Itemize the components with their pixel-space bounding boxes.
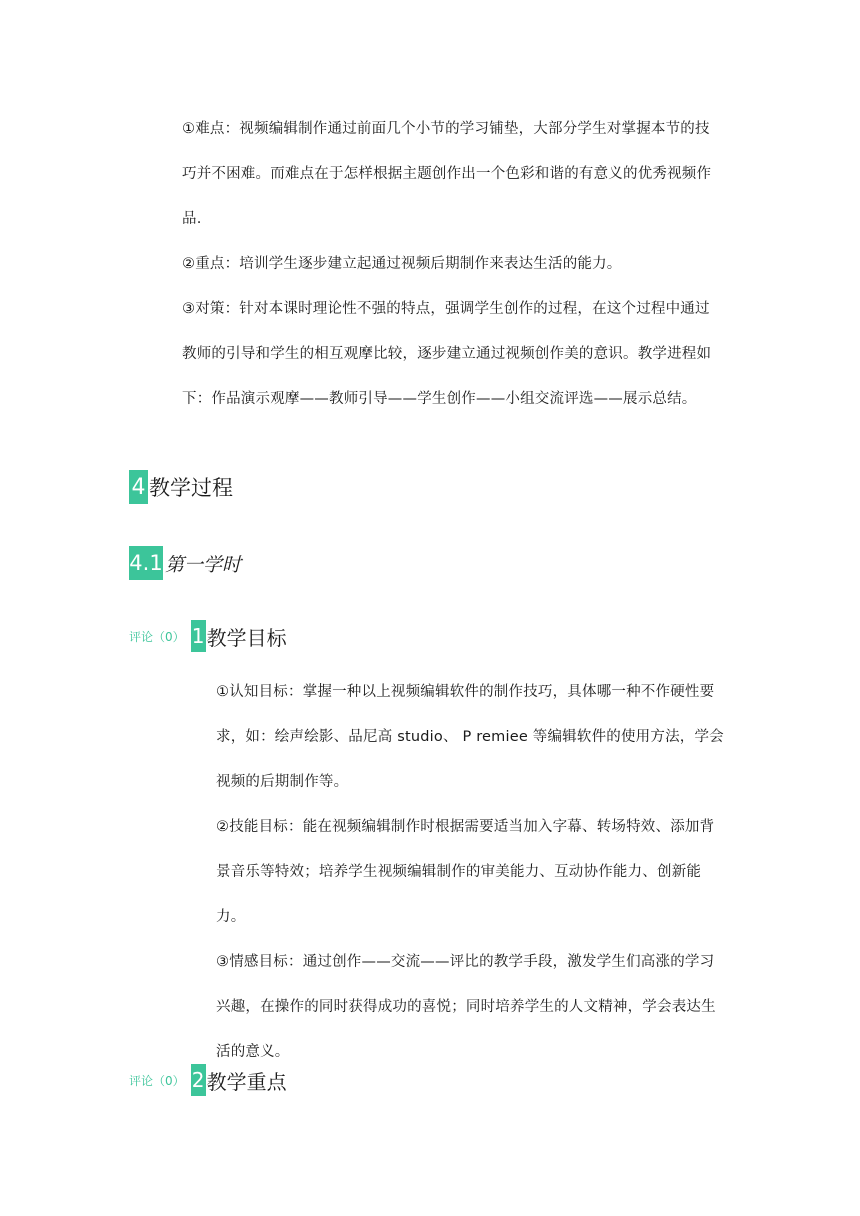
difficulty-paragraph: [182, 107, 730, 422]
section-title: 教学过程: [149, 476, 233, 500]
objectives-paragraph: [216, 670, 730, 1075]
text-line: ③对策：针对本课时理论性不强的特点，强调学生创作的过程，在这个过程中通过: [182, 301, 710, 317]
heading-teaching-objectives: [129, 620, 287, 652]
text-line: 兴趣，在操作的同时获得成功的喜悦；同时培养学生的人文精神，学会表达生: [216, 999, 716, 1015]
text-line: 景音乐等特效；培养学生视频编辑制作的审美能力、互动协作能力、创新能力。: [216, 864, 702, 925]
text-line: ①难点：视频编辑制作通过前面几个小节的学习铺垫，大部分学生对掌握本节的技: [182, 121, 710, 137]
item-title: 教学目标: [206, 625, 287, 650]
section-number-badge: 4: [129, 470, 148, 504]
subsection-title: 第一学时: [165, 553, 242, 576]
text-line: 活的意义。: [216, 1044, 290, 1060]
subsection-heading-first-period: [129, 546, 241, 580]
section-heading-teaching-process: [129, 470, 233, 504]
text-line: ①认知目标：掌握一种以上视频编辑软件的制作技巧，具体哪一种不作硬性要: [216, 684, 715, 700]
heading-teaching-key-points: [129, 1064, 287, 1096]
comment-count-link[interactable]: 评论（0）: [129, 629, 185, 644]
text-line: 求，如：绘声绘影、品尼高 studio、 P remiee 等编辑软件的使用方法，学会: [216, 729, 724, 745]
comment-count-link[interactable]: 评论（0）: [129, 1073, 185, 1088]
item-title: 教学重点: [206, 1069, 287, 1094]
text-line: 教师的引导和学生的相互观摩比较，逐步建立通过视频创作美的意识。教学进程如: [182, 346, 712, 362]
text-line: ②技能目标：能在视频编辑制作时根据需要适当加入字幕、转场特效、添加背: [216, 819, 715, 835]
item-number-badge: 1: [191, 620, 206, 652]
item-number-badge: 2: [191, 1064, 206, 1096]
text-line: ③情感目标：通过创作——交流——评比的教学手段，激发学生们高涨的学习: [216, 954, 715, 970]
text-line: 巧并不困难。而难点在于怎样根据主题创作出一个色彩和谐的有意义的优秀视频作: [182, 166, 712, 182]
text-line: ②重点：培训学生逐步建立起通过视频后期制作来表达生活的能力。: [182, 256, 622, 272]
text-line: 视频的后期制作等。: [216, 774, 349, 790]
text-line: 下：作品演示观摩——教师引导——学生创作——小组交流评选——展示总结。: [182, 391, 697, 407]
subsection-number-badge: 4.1: [129, 546, 163, 580]
text-line: 品.: [182, 211, 202, 227]
